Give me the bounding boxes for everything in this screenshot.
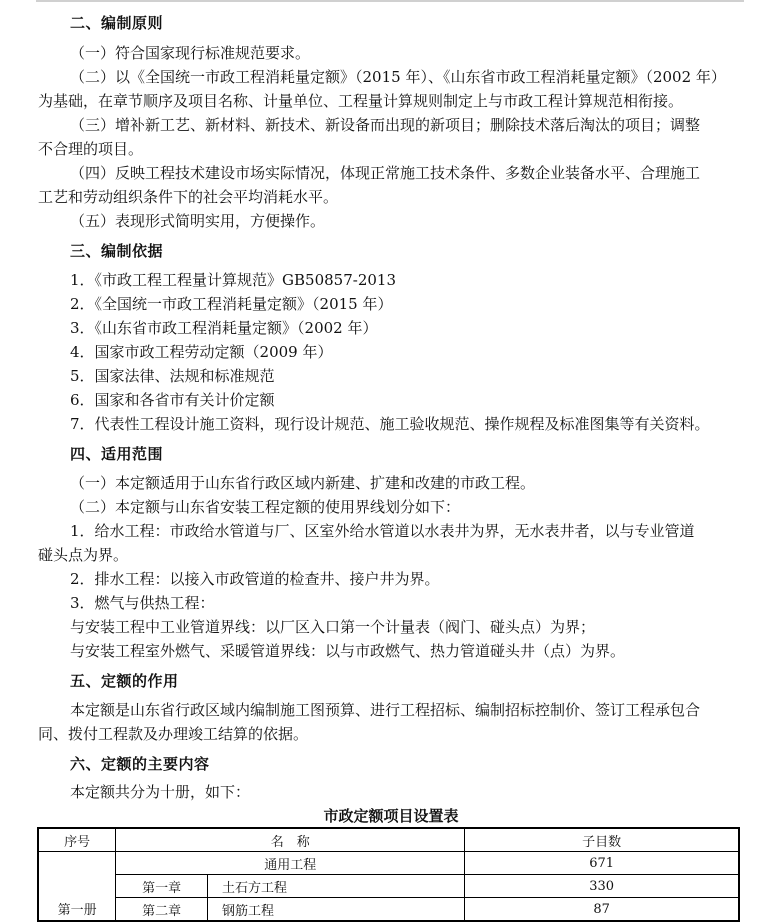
list-item: 4．国家市政工程劳动定额（2009 年）	[70, 343, 333, 361]
heading-basis: 三、编制依据	[70, 242, 164, 260]
row-count: 330	[465, 875, 739, 898]
list-item: 5．国家法律、法规和标准规范	[70, 367, 275, 385]
row-count: 671	[465, 852, 739, 875]
paragraph-line: （四）反映工程技术建设市场实际情况，体现正常施工技术条件、多数企业装备水平、合理施工	[70, 164, 701, 182]
list-item: 7．代表性工程设计施工资料，现行设计规范、施工验收规范、操作规程及标准图集等有关资料。	[70, 415, 710, 433]
row-name: 土石方工程	[208, 875, 465, 898]
paragraph-line: 本定额共分为十册，如下：	[70, 783, 251, 801]
paragraph-line: 工艺和劳动组织条件下的社会平均消耗水平。	[38, 188, 339, 206]
row-count: 87	[465, 898, 739, 922]
paragraph-line: 1．给水工程：市政给水管道与厂、区室外给水管道以水表井为界，无水表井者，以与专业管道	[70, 522, 695, 540]
heading-purpose: 五、定额的作用	[70, 672, 179, 690]
table-row	[38, 852, 739, 875]
row-name: 钢筋工程	[208, 898, 465, 922]
table-title: 市政定额项目设置表	[323, 807, 459, 825]
paragraph-line: 为基础，在章节顺序及项目名称、计量单位、工程量计算规则制定上与市政工程计算规范相衔接。	[38, 92, 684, 110]
list-item: 1．《市政工程工程量计算规范》GB50857-2013	[70, 271, 397, 289]
paragraph-line: 2．排水工程：以接入市政管道的检查井、接户井为界。	[70, 570, 440, 588]
header-count: 子目数	[465, 828, 739, 852]
list-item: 6．国家和各省市有关计价定额	[70, 391, 275, 409]
table-row	[38, 875, 739, 898]
paragraph-line: （一）符合国家现行标准规范要求。	[70, 44, 311, 62]
paragraph-line: 3．燃气与供热工程：	[70, 594, 215, 612]
paragraph-line: （五）表现形式简明实用，方便操作。	[70, 212, 326, 230]
paragraph-line: 与安装工程中工业管道界线：以厂区入口第一个计量表（阀门、碰头点）为界；	[70, 618, 596, 636]
paragraph-line: 碰头点为界。	[38, 546, 129, 564]
heading-scope: 四、适用范围	[70, 445, 164, 463]
paragraph-line: （三）增补新工艺、新材料、新技术、新设备而出现的新项目；删除技术落后淘汰的项目；调整	[70, 116, 701, 134]
paragraph-line: 不合理的项目。	[38, 140, 144, 158]
paragraph-line: 同、拨付工程款及办理竣工结算的依据。	[38, 725, 309, 743]
table-header-row	[38, 828, 739, 852]
paragraph-line: 与安装工程室外燃气、采暖管道界线：以与市政燃气、热力管道碰头井（点）为界。	[70, 642, 626, 660]
list-item: 2．《全国统一市政工程消耗量定额》（2015 年）	[70, 295, 393, 313]
header-index: 序号	[38, 828, 116, 852]
row-name: 通用工程	[116, 852, 465, 875]
table-row	[38, 898, 739, 922]
paragraph-line: （二）以《全国统一市政工程消耗量定额》（2015 年）、《山东省市政工程消耗量定额》（2002 年）	[70, 68, 726, 86]
top-rule	[36, 0, 744, 2]
chapter-cell: 第二章	[116, 898, 208, 922]
quota-table	[37, 827, 740, 922]
list-item: 3．《山东省市政工程消耗量定额》（2002 年）	[70, 319, 378, 337]
paragraph-line: 本定额是山东省行政区域内编制施工图预算、进行工程招标、编制招标控制价、签订工程承包合	[70, 701, 701, 719]
paragraph-line: （二）本定额与山东省安装工程定额的使用界线划分如下：	[70, 498, 461, 516]
heading-principles: 二、编制原则	[70, 14, 164, 32]
chapter-cell: 第一章	[116, 875, 208, 898]
paragraph-line: （一）本定额适用于山东省行政区域内新建、扩建和改建的市政工程。	[70, 474, 536, 492]
header-name: 名 称	[116, 828, 465, 852]
heading-contents: 六、定额的主要内容	[70, 755, 210, 773]
volume-cell: 第一册	[38, 852, 116, 922]
